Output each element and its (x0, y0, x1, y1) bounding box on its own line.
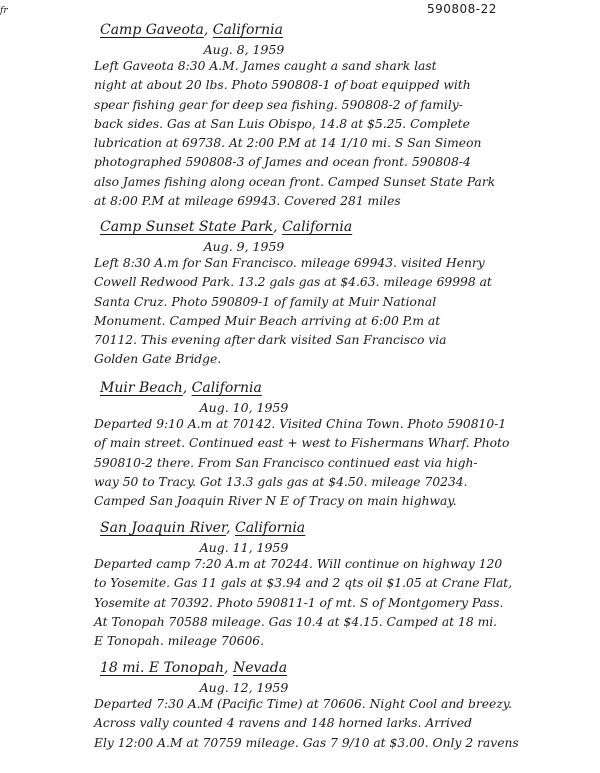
journal-entry (94, 520, 584, 651)
entry-date: Aug. 10, 1959 (199, 400, 289, 415)
entry-state: California (282, 219, 353, 235)
entry-place: 18 mi. E Tonopah (100, 660, 225, 676)
entry-place: Camp Sunset State Park (100, 219, 274, 235)
entry-line: Golden Gate Bridge. (94, 352, 222, 367)
document-number: 590808-22 (427, 2, 497, 16)
journal-entry (94, 22, 584, 211)
entry-place: San Joaquin River (100, 520, 227, 536)
entry-heading: Camp Gaveota, California (100, 22, 283, 38)
entry-line: way 50 to Tracy. Got 13.3 gals gas at $4.50. mileage 70234. (94, 474, 468, 489)
entry-line: Across vally counted 4 ravens and 148 horned larks. Arrived (94, 716, 472, 731)
entry-date: Aug. 11, 1959 (199, 540, 289, 555)
entry-heading: Muir Beach, California (100, 380, 262, 396)
entry-state: California (212, 22, 283, 38)
entry-line: Left 8:30 A.m for San Francisco. mileage 69943. visited Henry (94, 256, 485, 270)
entry-line: of main street. Continued east + west to Fishermans Wharf. Photo (94, 436, 510, 451)
journal-entry (94, 219, 584, 370)
entry-line: to Yosemite. Gas 11 gals at $3.94 and 2 qts oil $1.05 at Crane Flat, (94, 576, 513, 591)
entry-line: Departed 9:10 A.m at 70142. Visited China Town. Photo 590810-1 (94, 417, 507, 431)
journal-entry (94, 380, 584, 511)
entry-line: 70112. This evening after dark visited San Francisco via (94, 333, 447, 348)
entry-line: Departed camp 7:20 A.m at 70244. Will continue on highway 120 (94, 557, 503, 571)
entry-line: Ely 12:00 A.M at 70759 mileage. Gas 7 9/10 at $3.00. Only 2 ravens (94, 735, 519, 750)
entry-state: California (191, 380, 262, 396)
journal-entry (94, 660, 584, 753)
entry-line: back sides. Gas at San Luis Obispo, 14.8 at $5.25. Complete (94, 116, 470, 131)
entry-heading: San Joaquin River, California (100, 520, 306, 536)
entry-line: Santa Cruz. Photo 590809-1 of family at Muir National (94, 294, 437, 309)
entry-line: photographed 590808-3 of James and ocean front. 590808-4 (94, 155, 471, 170)
entry-place: Muir Beach (100, 380, 183, 396)
entry-line: at 8:00 P.M at mileage 69943. Covered 281 miles (94, 194, 401, 209)
entry-heading: Camp Sunset State Park, California (100, 219, 353, 235)
entry-state: California (235, 520, 306, 536)
entry-line: Monument. Camped Muir Beach arriving at 6:00 P.m at (94, 313, 441, 328)
corner-mark: fr (0, 6, 8, 16)
entry-line: night at about 20 lbs. Photo 590808-1 of boat equipped with (94, 78, 471, 93)
entry-line: Departed 7:30 A.M (Pacific Time) at 70606. Night Cool and breezy. (94, 697, 513, 711)
entry-heading: 18 mi. E Tonopah, Nevada (100, 660, 288, 676)
entry-line: E Tonopah. mileage 70606. (94, 634, 265, 649)
entry-line: Left Gaveota 8:30 A.M. James caught a sand shark last (94, 59, 437, 73)
entry-date: Aug. 9, 1959 (203, 239, 285, 254)
entry-place: Camp Gaveota (100, 22, 204, 38)
entry-date: Aug. 12, 1959 (199, 680, 289, 695)
entry-line: Yosemite at 70392. Photo 590811-1 of mt. S of Montgomery Pass. (94, 595, 504, 610)
entry-line: spear fishing gear for deep sea fishing. 590808-2 of family- (94, 97, 463, 112)
entry-line: Camped San Joaquin River N E of Tracy on main highway. (94, 494, 457, 509)
entry-state: Nevada (232, 660, 288, 676)
entry-date: Aug. 8, 1959 (203, 42, 285, 57)
entry-line: At Tonopah 70588 mileage. Gas 10.4 at $4.15. Camped at 18 mi. (94, 614, 498, 629)
entry-line: Cowell Redwood Park. 13.2 gals gas at $4.63. mileage 69998 at (94, 275, 492, 290)
entry-line: 590810-2 there. From San Francisco continued east via high- (94, 455, 478, 470)
entry-line: also James fishing along ocean front. Camped Sunset State Park (94, 174, 496, 189)
entry-line: lubrication at 69738. At 2:00 P.M at 14 1/10 mi. S San Simeon (94, 136, 482, 151)
